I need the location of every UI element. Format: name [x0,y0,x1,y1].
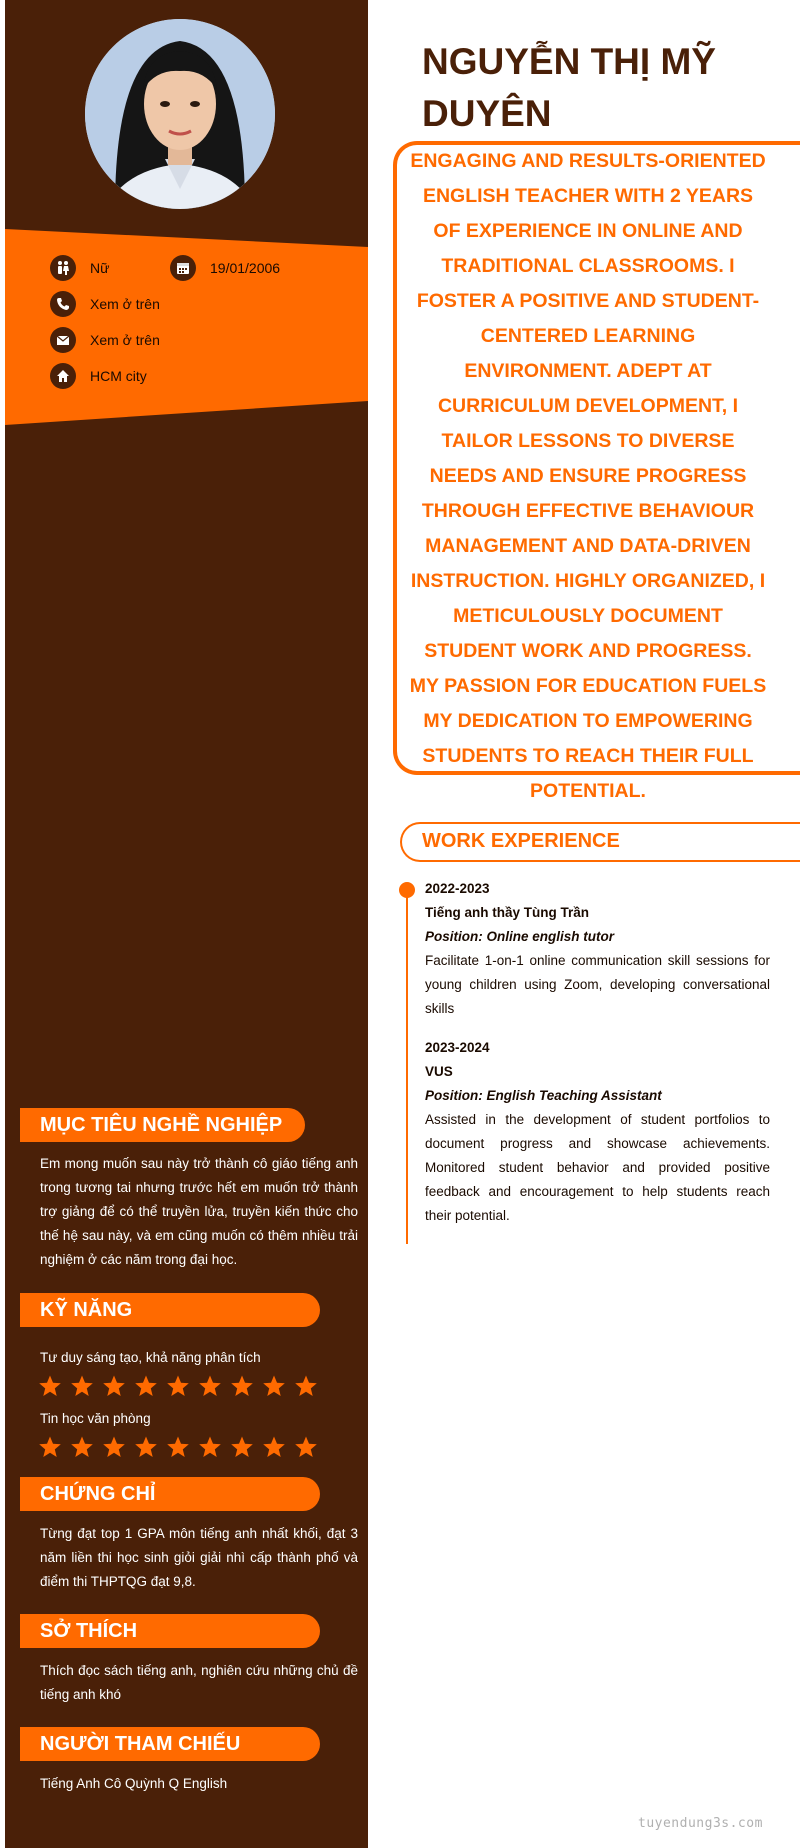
star-icon [70,1374,94,1398]
hobbies-heading: SỞ THÍCH [20,1614,320,1648]
star-icon [166,1374,190,1398]
candidate-name: NGUYỄN THỊ MỸ DUYÊN [422,41,716,134]
star-icon [70,1435,94,1459]
star-icon [294,1435,318,1459]
email-value: Xem ở trên [90,332,160,348]
job-position: Position: Online english tutor [425,929,614,944]
address-value: HCM city [90,368,147,384]
gender-value: Nữ [90,260,110,276]
star-icon [230,1435,254,1459]
hobbies-text: Thích đọc sách tiếng anh, nghiên cứu những chủ đề tiếng anh khó [40,1663,358,1702]
job-company: VUS [425,1064,453,1079]
calendar-icon [170,255,196,281]
home-icon [50,363,76,389]
phone-row [50,291,160,317]
star-icon [198,1374,222,1398]
job-entry-1 [425,877,770,1021]
job-description: Facilitate 1-on-1 online communication skill sessions for young children using Zoom, developing conversational skills [425,953,770,1016]
job-company: Tiếng anh thầy Tùng Trần [425,905,590,920]
star-icon [262,1435,286,1459]
references-heading: NGƯỜI THAM CHIẾU [20,1727,320,1761]
objective-text: Em mong muốn sau này trở thành cô giáo tiếng anh trong tương tai nhưng trước hết em muốn trở thành trợ giảng để có thể truyền lửa, truyền kiến thức cho thế hệ sau này, và em cũng muốn có thêm nhiều trải nghiệm ở các năm trong đại học. [40,1156,358,1267]
certificates-text: Từng đạt top 1 GPA môn tiếng anh nhất khối, đạt 3 năm liền thi học sinh giỏi giải nhì cấp thành phố và điểm thi THPTQG đạt 9,8. [40,1526,358,1589]
skills-heading: KỸ NĂNG [20,1293,320,1327]
timeline-dot [399,882,415,898]
certificates-heading: CHỨNG CHỈ [20,1477,320,1511]
skill-label-2: Tin học văn phòng [40,1411,151,1426]
star-icon [134,1435,158,1459]
gender-icon [50,255,76,281]
email-row [50,327,160,353]
references-text: Tiếng Anh Cô Quỳnh Q English [40,1776,228,1791]
star-icon [102,1374,126,1398]
timeline-line [406,890,408,1244]
star-icon [134,1374,158,1398]
skill-rating-2 [38,1435,318,1459]
phone-icon [50,291,76,317]
job-position: Position: English Teaching Assistant [425,1088,662,1103]
skill-label-1: Tư duy sáng tạo, khả năng phân tích [40,1350,261,1365]
birthdate-row [170,255,280,281]
work-experience-heading: WORK EXPERIENCE [400,822,800,862]
phone-value: Xem ở trên [90,296,160,312]
email-icon [50,327,76,353]
star-icon [262,1374,286,1398]
avatar [85,19,275,209]
job-entry-2 [425,1036,770,1228]
star-icon [38,1435,62,1459]
footer-watermark: tuyendung3s.com [638,1816,763,1831]
star-icon [198,1435,222,1459]
star-icon [38,1374,62,1398]
star-icon [230,1374,254,1398]
objective-heading: MỤC TIÊU NGHỀ NGHIỆP [20,1108,305,1142]
job-years: 2023-2024 [425,1040,490,1055]
star-icon [294,1374,318,1398]
address-row [50,363,147,389]
star-icon [102,1435,126,1459]
job-years: 2022-2023 [425,881,490,896]
job-description: Assisted in the development of student portfolios to document progress and showcase achievements. Monitored student behavior and provided positive feedback and encouragement to help students reach their potential. [425,1112,770,1223]
summary-text: ENGAGING AND RESULTS-ORIENTED ENGLISH TEACHER WITH 2 YEARS OF EXPERIENCE IN ONLINE AND TRADITIONAL CLASSROOMS. I FOSTER A POSITIVE AND STUDENT-CENTERED LEARNING ENVIRONMENT. ADEPT AT CURRICULUM DEVELOPMENT, I TAILOR LESSONS TO DIVERSE NEEDS AND ENSURE PROGRESS THROUGH EFFECTIVE BEHAVIOUR MANAGEMENT AND DATA-DRIVEN INSTRUCTION. HIGHLY ORGANIZED, I METICULOUSLY DOCUMENT STUDENT WORK AND PROGRESS. MY PASSION FOR EDUCATION FUELS MY DEDICATION TO EMPOWERING STUDENTS TO REACH THEIR FULL POTENTIAL. [409,150,767,802]
skill-rating-1 [38,1374,318,1398]
birthdate-value: 19/01/2006 [210,260,281,276]
gender-row [50,255,109,281]
star-icon [166,1435,190,1459]
